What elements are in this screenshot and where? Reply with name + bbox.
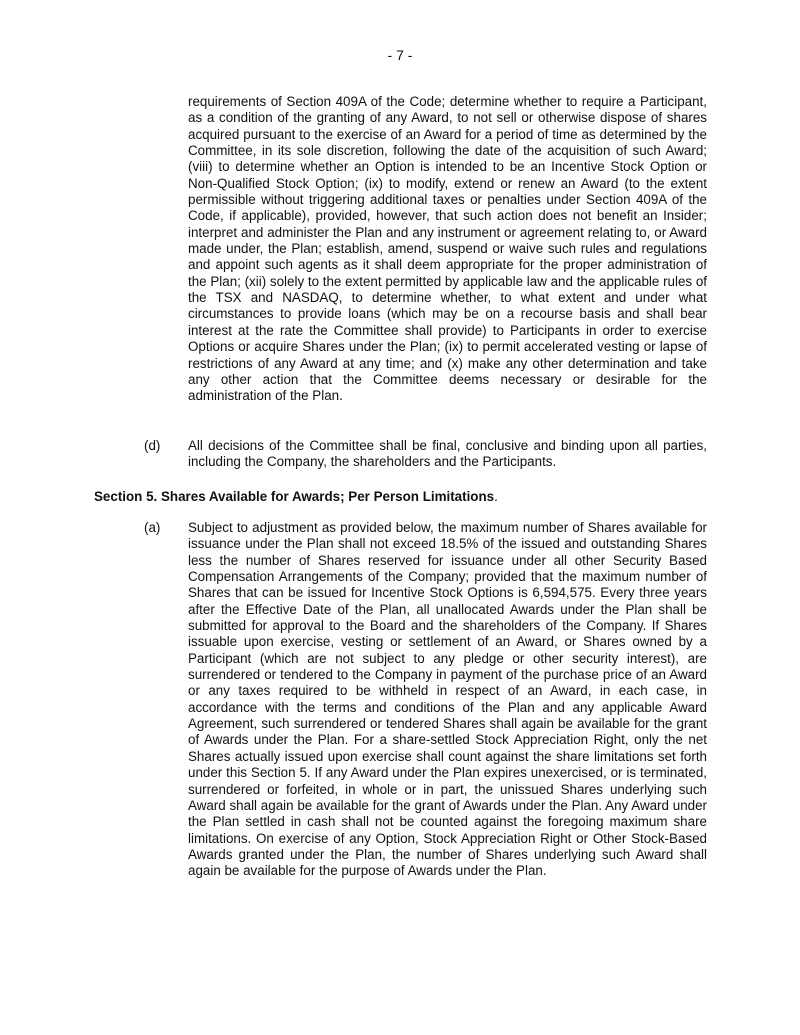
section-5-heading <box>94 488 707 505</box>
item-a <box>92 520 707 880</box>
section-5-heading-period: . <box>494 489 498 504</box>
page-number: - 7 - <box>387 47 413 63</box>
item-d-text: All decisions of the Committee shall be final, conclusive and binding upon all parties, including the Company, the shareholders and the Participants. <box>188 438 707 470</box>
item-d <box>92 438 707 471</box>
item-d-label: (d) <box>144 438 161 453</box>
item-a-label: (a) <box>144 520 161 535</box>
item-a-text: Subject to adjustment as provided below, the maximum number of Shares available for issuance under the Plan shall not exceed 18.5% of the issued and outstanding Shares less the number of Shares reserved for issuance under all other Security Based Compensation Arrangements of the Company; provided that the maximum number of Shares that can be issued for Incentive Stock Options is 6,594,575. Every three years after the Effective Date of the Plan, all unallocated Awards under the Plan shall be submitted for approval to the Board and the shareholders of the Company. If Shares issuable upon exercise, vesting or settlement of an Award, or Shares owned by a Participant (which are not subject to any pledge or other security interest), are surrendered or tendered to the Company in payment of the purchase price of an Award or any taxes required to be withheld in respect of an Award, in each case, in accordance with the terms and conditions of the Plan and any applicable Award Agreement, such surrendered or tendered Shares shall again be available for the grant of Awards under the Plan. For a share-settled Stock Appreciation Right, only the net Shares actually issued upon exercise shall count against the share limitations set forth under this Section 5. If any Award under the Plan expires unexercised, or is terminated, surrendered or forfeited, in whole or in part, the unissued Shares underlying such Award shall again be available for the grant of Awards under the Plan. Any Award under the Plan settled in cash shall not be counted against the foregoing maximum share limitations. On exercise of any Option, Stock Appreciation Right or Other Stock-Based Awards granted under the Plan, the number of Shares underlying such Award shall again be available for the purpose of Awards under the Plan. <box>188 520 707 879</box>
section-5-heading-text: Section 5. Shares Available for Awards; Per Person Limitations <box>94 489 495 504</box>
continued-paragraph: requirements of Section 409A of the Code; determine whether to require a Participant, as a condition of the granting of any Award, to not sell or otherwise dispose of shares acquired pursuant to the exercise of an Award for a period of time as determined by the Committee, in its sole discretion, following the date of the acquisition of such Award; (viii) to determine whether an Option is intended to be an Incentive Stock Option or Non-Qualified Stock Option; (ix) to modify, extend or renew an Award (to the extent permissible without triggering additional taxes or penalties under Section 409A of the Code, if applicable), provided, however, that such action does not benefit an Insider; interpret and administer the Plan and any instrument or agreement relating to, or Award made under, the Plan; establish, amend, suspend or waive such rules and regulations and appoint such agents as it shall deem appropriate for the proper administration of the Plan; (xii) solely to the extent permitted by applicable law and the applicable rules of the TSX and NASDAQ, to determine whether, to what extent and under what circumstances to provide loans (which may be on a recourse basis and shall bear interest at the rate the Committee shall provide) to Participants in order to exercise Options or acquire Shares under the Plan; (ix) to permit accelerated vesting or lapse of restrictions of any Award at any time; and (x) make any other determination and take any other action that the Committee deems necessary or desirable for the administration of the Plan. <box>188 94 707 404</box>
